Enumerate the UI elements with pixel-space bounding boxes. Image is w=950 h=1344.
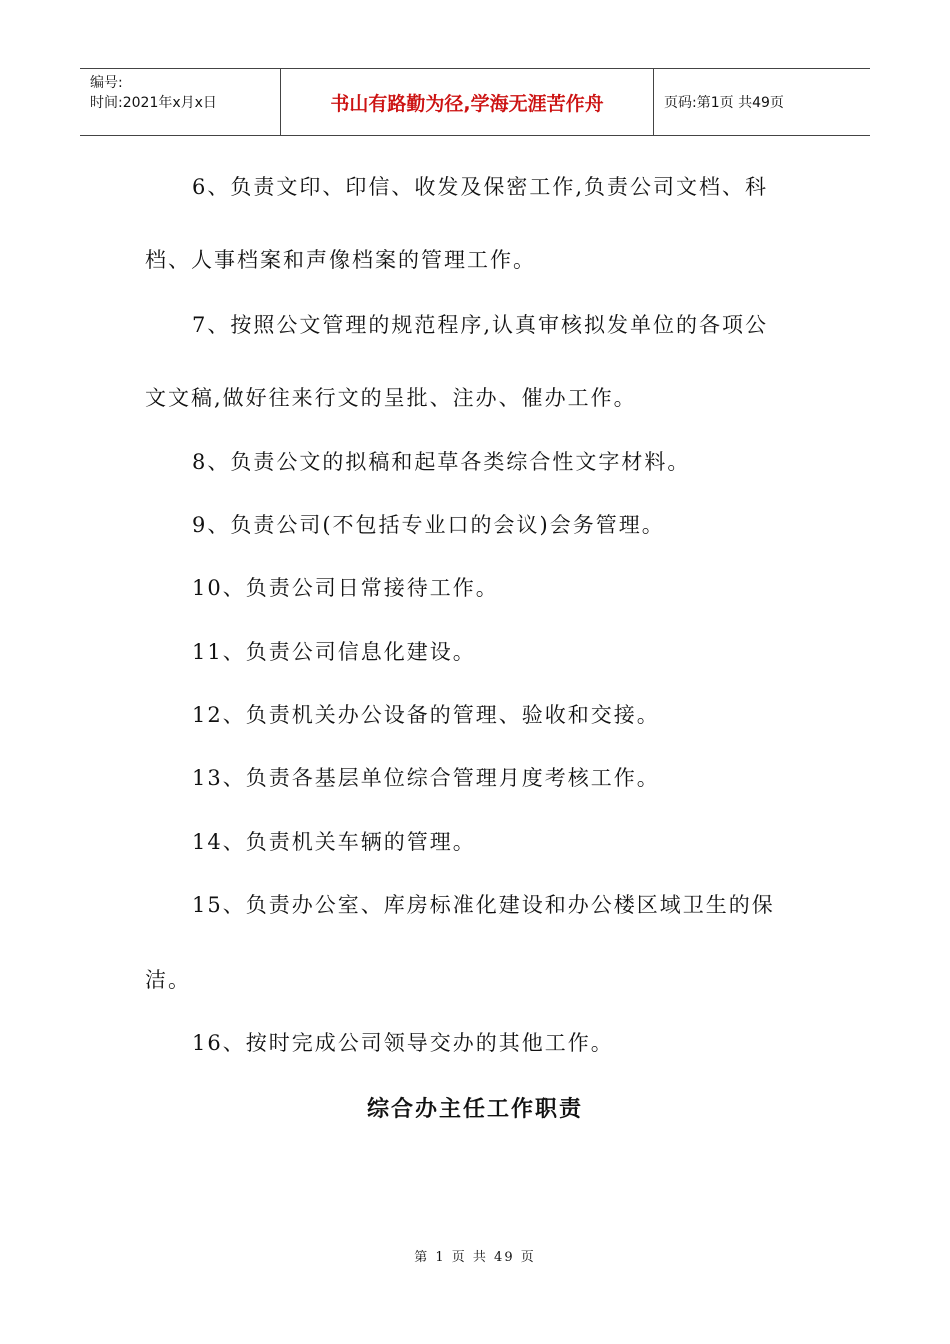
paragraph-16: 16、按时完成公司领导交办的其他工作。 xyxy=(192,1031,614,1055)
paragraph-15-line1: 15、负责办公室、库房标准化建设和办公楼区域卫生的保 xyxy=(192,893,775,917)
paragraph-13: 13、负责各基层单位综合管理月度考核工作。 xyxy=(192,766,660,790)
paragraph-6-line2: 档、人事档案和声像档案的管理工作。 xyxy=(145,248,536,272)
paragraph-10: 10、负责公司日常接待工作。 xyxy=(192,576,499,600)
paragraph-14: 14、负责机关车辆的管理。 xyxy=(192,830,476,854)
paragraph-12: 12、负责机关办公设备的管理、验收和交接。 xyxy=(192,703,660,727)
document-date: 时间:2021年x月x日 xyxy=(90,95,217,111)
paragraph-8: 8、负责公文的拟稿和起草各类综合性文字材料。 xyxy=(192,450,691,474)
header-motto: 书山有路勤为径,学海无涯苦作舟 xyxy=(281,69,654,135)
page-header xyxy=(80,68,870,136)
document-number: 编号: xyxy=(90,75,123,91)
section-title: 综合办主任工作职责 xyxy=(366,1097,583,1122)
header-meta xyxy=(80,69,281,135)
paragraph-9: 9、负责公司(不包括专业口的会议)会务管理。 xyxy=(192,513,665,537)
paragraph-15-line2: 洁。 xyxy=(145,968,191,992)
paragraph-7-line2: 文文稿,做好往来行文的呈批、注办、催办工作。 xyxy=(145,386,637,410)
paragraph-6-line1: 6、负责文印、印信、收发及保密工作,负责公司文档、科 xyxy=(192,175,769,199)
paragraph-11: 11、负责公司信息化建设。 xyxy=(192,640,476,664)
page-footer: 第 1 页 共 49 页 xyxy=(414,1250,536,1265)
header-page-info: 页码:第1页 共49页 xyxy=(664,95,784,111)
paragraph-7-line1: 7、按照公文管理的规范程序,认真审核拟发单位的各项公 xyxy=(192,313,769,337)
